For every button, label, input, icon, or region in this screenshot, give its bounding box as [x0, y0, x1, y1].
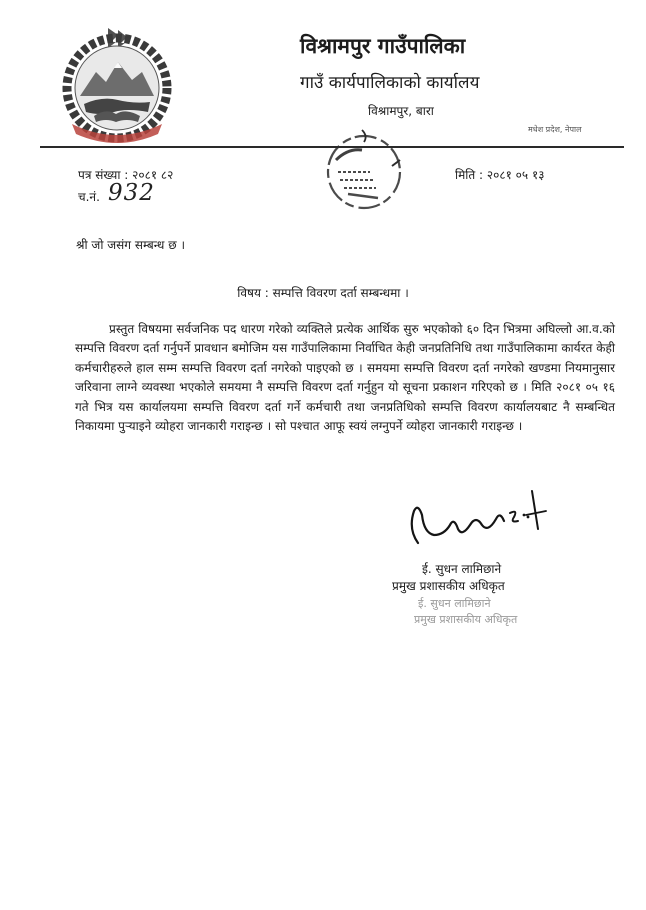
letter-date: मिति : २०८१ ०५ १३	[455, 168, 545, 182]
office-stamp-icon	[318, 120, 410, 214]
handwritten-signature-icon	[400, 485, 560, 555]
seal-name: ई. सुधन लामिछाने	[418, 597, 491, 610]
signer-name: ई. सुधन लामिछाने	[422, 562, 502, 576]
letter-body: प्रस्तुत विषयमा सर्वजनिक पद धारण गरेको व्यक्तिले प्रत्येक आर्थिक सुरु भएकोको ६० दिन भित्रमा अघिल्लो आ.व.को सम्पत्ति विवरण दर्ता गर्नुपर्ने प्रावधान बमोजिम यस गाउँपालिकामा निर्वाचित केही जनप्रतिनिधि तथा गाउँपालिकामा कार्यरत केही कर्मचारीहरुले हाल सम्म सम्पत्ति विवरण दर्ता नगरेको पाइएको छ । समयमा सम्पत्ति विवरण दर्ता नगरेको खण्डमा नियमानुसार जरिवाना लाग्ने व्यवस्था भएकोले समयमा नै सम्पत्ति विवरण दर्ता गर्नुहुन यो सूचना प्रकाशन गरिएको छ । मिति २०८१ ०५ १६ गते भित्र यस कार्यालयमा सम्पत्ति विवरण दर्ता गर्ने कर्मचारी तथा जनप्रतिधिको सम्पत्ति विवरण कार्यालयबाट नै सम्बन्धित निकायमा पुऱ्याइने व्योहरा जानकारी गराइन्छ । सो पश्चात आफू स्वयं लग्नुपर्ने व्योहरा जानकारी गराइन्छ ।	[75, 322, 615, 434]
salutation: श्री जो जसंग सम्बन्ध छ ।	[76, 238, 185, 252]
dispatch-label: च.नं.	[78, 190, 100, 204]
government-emblem-icon	[58, 22, 176, 144]
subject-line: विषय : सम्पत्ति विवरण दर्ता सम्बन्धमा ।	[237, 286, 409, 300]
municipality-title: विश्रामपुर गाउँपालिका	[300, 34, 466, 58]
province-name: मधेश प्रदेश, नेपाल	[528, 125, 582, 134]
seal-title: प्रमुख प्रशासकीय अधिकृत	[414, 613, 518, 626]
dispatch-number: 932	[108, 180, 155, 206]
office-address: विश्रामपुर, बारा	[368, 104, 434, 118]
office-name: गाउँ कार्यपालिकाको कार्यालय	[300, 73, 480, 93]
signer-title: प्रमुख प्रशासकीय अधिकृत	[392, 579, 505, 593]
reference-number: पत्र संख्या : २०८१ ८२	[78, 168, 174, 182]
